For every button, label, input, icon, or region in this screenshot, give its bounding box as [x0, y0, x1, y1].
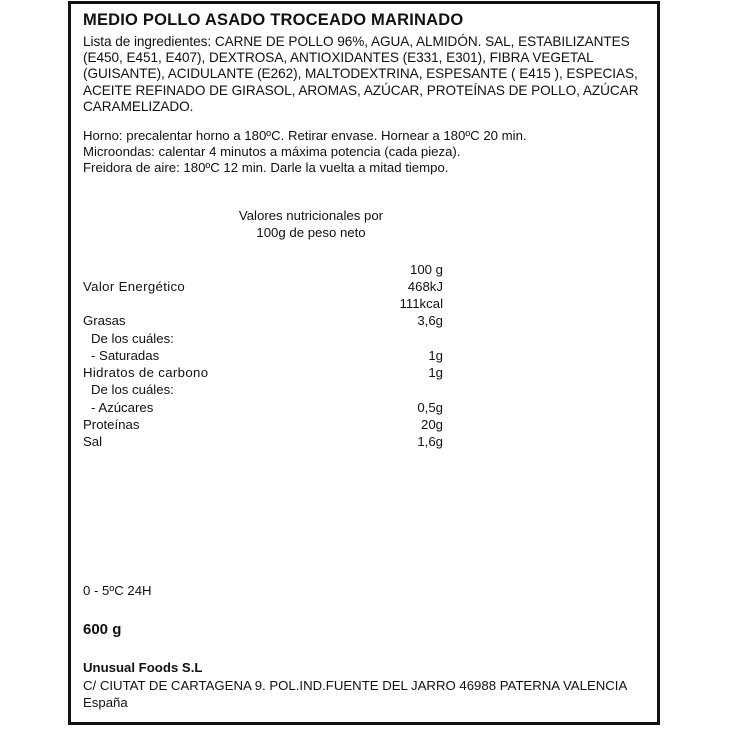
nutrition-row-label: Valor Energético	[83, 279, 186, 295]
nutrition-row-label: Grasas	[83, 313, 126, 329]
nutrition-row-value: 20g	[420, 416, 443, 432]
nutrition-row	[83, 330, 443, 347]
nutrition-row-value: 1,6g	[417, 433, 443, 449]
nutrition-row-value	[323, 381, 443, 398]
product-label-panel	[68, 1, 660, 725]
nutrition-table	[83, 261, 443, 450]
nutrition-row	[83, 295, 443, 312]
cooking-instruction-airfryer: Freidora de aire: 180ºC 12 min. Darle la vuelta a mitad tiempo.	[83, 160, 449, 176]
nutrition-row-label: - Saturadas	[91, 347, 160, 363]
nutrition-header-blank	[83, 261, 323, 278]
nutrition-heading-line-2: 100g de peso neto	[256, 224, 366, 240]
cooking-instruction-oven: Horno: precalentar horno a 180ºC. Retirar envase. Hornear a 180ºC 20 min.	[83, 127, 527, 143]
nutrition-row	[83, 347, 443, 364]
nutrition-row-value: 1g	[428, 347, 443, 363]
nutrition-column-header: 100 g	[409, 261, 443, 277]
nutrition-column-header-row	[83, 261, 443, 278]
nutrition-row	[83, 278, 443, 295]
nutrition-row-label: Sal	[83, 433, 103, 449]
nutrition-row	[83, 399, 443, 416]
label-content	[71, 4, 657, 722]
company-address: C/ CIUTAT DE CARTAGENA 9. POL.IND.FUENTE DEL JARRO 46988 PATERNA VALENCIA España	[83, 678, 627, 710]
cooking-instructions	[83, 128, 647, 177]
nutrition-row	[83, 312, 443, 329]
storage-instruction: 0 - 5ºC 24H	[83, 583, 152, 598]
nutrition-row-value: 1g	[428, 365, 443, 381]
nutrition-row-label: Proteínas	[83, 416, 140, 432]
nutrition-row-label: De los cuáles:	[91, 382, 174, 398]
nutrition-row-value: 3,6g	[417, 313, 443, 329]
nutrition-row-label: - Azúcares	[91, 399, 154, 415]
nutrition-row-label	[83, 295, 323, 312]
nutrition-row	[83, 364, 443, 381]
company-info	[83, 659, 643, 711]
cooking-instruction-microwave: Microondas: calentar 4 minutos a máxima potencia (cada pieza).	[83, 144, 461, 160]
nutrition-row-value	[323, 330, 443, 347]
nutrition-row	[83, 416, 443, 433]
company-name: Unusual Foods S.L	[83, 660, 203, 675]
nutrition-row-label: De los cuáles:	[91, 330, 174, 346]
nutrition-row-value: 111kcal	[399, 296, 443, 312]
nutrition-row	[83, 433, 443, 450]
net-weight: 600 g	[83, 621, 122, 638]
nutrition-table-body	[83, 261, 443, 450]
nutrition-row	[83, 381, 443, 398]
nutrition-row-value: 0,5g	[417, 399, 443, 415]
product-title: MEDIO POLLO ASADO TROCEADO MARINADO	[83, 11, 464, 29]
ingredients-list: Lista de ingredientes: CARNE DE POLLO 96%, AGUA, ALMIDÓN. SAL, ESTABILIZANTES (E450, E451, E407), DEXTROSA, ANTIOXIDANTES (E331, E301), FIBRA VEGETAL (GUISANTE), ACIDULANTE (E262), MALTODEXTRINA, ESPESANTE ( E415 ), ESPECIAS, ACEITE REFINADO DE GIRASOL, AROMAS, AZÚCAR, PROTEÍNAS DE POLLO, AZÚCAR CARAMELIZADO.	[83, 33, 639, 115]
nutrition-row-label: Hidratos de carbono	[83, 365, 209, 381]
nutrition-heading-line-1: Valores nutricionales por	[238, 207, 384, 223]
nutrition-heading	[83, 207, 647, 241]
nutrition-row-value: 468kJ	[407, 279, 443, 295]
